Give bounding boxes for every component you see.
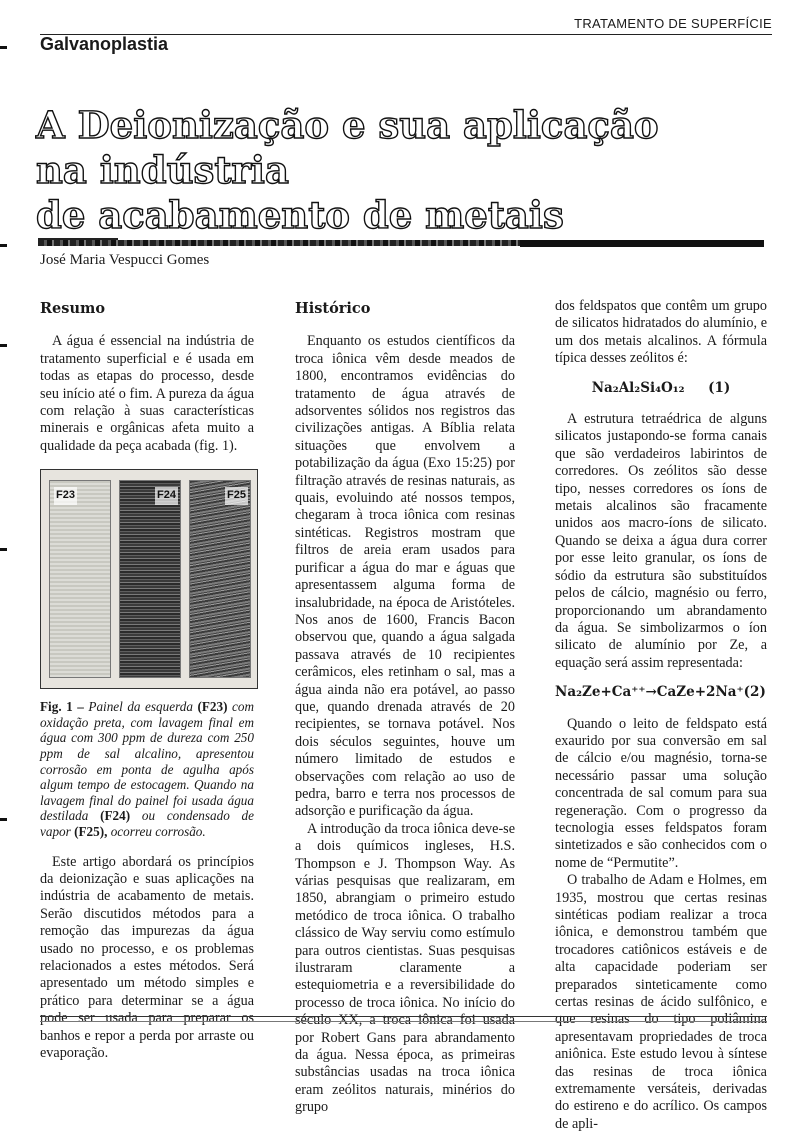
panel-label-f23: F23 [54, 487, 77, 504]
caption-part: com oxidação preta, com lavagem final em água com 300 ppm de dureza com 250 ppm de sal alcalino, apresentou corrosão em ponta de agulha após algum tempo de estocagem. Quando na lavagem final do painel foi usada água destilada [40, 699, 254, 824]
resumo-text: A água é essencial na indústria de tratamento superficial e é usada em todas as etapas do processo, desde seu início até o fim. A pureza da água com relação à suas características minerais e orgânicas afeta muito a qualidade da peça acabada (fig. 1). [40, 333, 254, 454]
edge-mark [0, 244, 7, 247]
caption-part: ou condensado de vapor [40, 808, 254, 839]
panel-f24 [119, 480, 181, 678]
caption-lead: Fig. 1 – [40, 699, 84, 715]
panel-label-f25: F25 [225, 487, 248, 504]
formula-2: Na₂Ze+Ca⁺⁺→CaZe+2Na⁺(2) [555, 684, 766, 701]
column-3 [555, 298, 767, 1133]
caption-part: (F25), [74, 824, 108, 839]
figure-caption [40, 699, 254, 839]
section-label: Galvanoplastia [40, 34, 169, 54]
intro-paragraph: Este artigo abordará os princípios da deionização e suas aplicações na indústria de acabamento de metais. Serão discutidos métodos para a remoção das impurezas da água usado no processo, e os problemas relacionados a estes métodos. Será apresentado um método simples e prático para determinar se a água pode ser usada para preparar os banhos e repor a perda por arraste ou evaporação. [40, 853, 254, 1062]
formula-1 [555, 380, 767, 397]
running-head: TRATAMENTO DE SUPERFÍCIE [574, 16, 772, 31]
caption-part: (F24) [100, 808, 131, 824]
panel-f23 [49, 480, 111, 678]
col3-paragraph-2: A estrutura tetraédrica de alguns silicatos justapondo-se forma canais que são verdadeiros labirintos de corredores. Os zeólitos são desse tipo, nesses corredores os íons de metais alcalinos são fracamente unidos aos macro-íons de silicato. Quando se deixa a água dura correr por esse leito granular, os íons de sódio da estrutura são substituídos pelos de cálcio, magnésio ou ferro, proporcionando um abrandamento da água. Se simbolizarmos o íon silicato de alumínio por Ze, a equação será assim representada: [555, 411, 767, 671]
edge-mark [0, 818, 7, 821]
figure-1-photo [40, 469, 258, 689]
column-1 [40, 300, 254, 1062]
formula-1-number: (1) [708, 379, 731, 396]
title-line-3: de acabamento de metais [36, 193, 564, 237]
author-name: José Maria Vespucci Gomes [40, 252, 210, 268]
col3-paragraph-1: dos feldspatos que contêm um grupo de silicatos hidratados do alumínio, e um dos metais alcalinos. A fórmula típica desses zeólitos é: [555, 298, 767, 367]
footer-rule-secondary [40, 1021, 767, 1022]
column-2 [295, 300, 515, 1117]
historico-paragraph-1: Enquanto os estudos científicos da troca iônica vêm desde meados de 1800, encontramos evidências do tratamento de água através de adsorventes sólidos nos registros das civilizações antigas. A Bíblia relata situações que envolvem a potabilização da água (Exo 15:25) por filtração através de resinas naturais, as quais, evoluindo até nossos tempos, chegaram à troca iônica com resinas sintéticas. Registros mostram que filtros de areia eram usados para purificar a água do mar e águas que apresentassem alguma forma de insalubridade, na época de Aristóteles. Nos anos de 1600, Francis Bacon observou que, quando a água salgada passava através de 10 recipientes cerâmicos, eles retinham o sal, mas a água ainda não era potável, ao passo que, quando drenada através de 20 recipientes, se tornava potável. Nos dois séculos seguintes, houve um número limitado de estudos e observações com relação ao uso de pedra, barro e terra nos processos de adsorção e purificação da água. [295, 333, 515, 820]
edge-mark [0, 46, 7, 49]
resumo-heading: Resumo [40, 300, 105, 317]
title-line-1: A Deionização e sua aplicação [36, 103, 659, 147]
formula-1-body: Na₂Al₂Si₄O₁₂ [591, 379, 685, 396]
panel-f25 [189, 480, 251, 678]
historico-heading: Histórico [295, 300, 371, 317]
historico-paragraph-2: A introdução da troca iônica deve-se a dois químicos ingleses, H.S. Thompson e J. Thompson Way. As várias pesquisas que realizaram, em 1850, abrangiam o primeiro estudo metódico de troca iônica. O trabalho clássico de Way serviu como estímulo para outros cientistas. Suas pesquisas ilustraram claramente a estequiometria e a reversibilidade do processo de troca iônica. No início do século XX, a troca iônica foi usada por Robert Gans para abrandamento da água. Nessa época, as primeiras substâncias usadas na troca iônica eram zeólitos naturais, minérios do grupo [295, 820, 515, 1116]
edge-mark [0, 344, 7, 347]
panel-label-f24: F24 [155, 487, 178, 504]
edge-mark [0, 548, 7, 551]
col3-paragraph-4: O trabalho de Adam e Holmes, em 1935, mostrou que certas resinas sintéticas podiam realizar a troca iônica, e demonstrou também que trocadores catiônicos estáveis e de alta capacidade poderiam ser preparados sinteticamente como certas resinas de ácido sulfônico, e que resinas do tipo poliâmina apresentavam propriedades de troca aniônica. Este estudo levou à síntese das resinas de troca iônica extremamente versáteis, derivadas do estireno e do acrílico. Os campos de apli- [555, 872, 767, 1132]
footer-rule [40, 1016, 767, 1017]
col3-paragraph-3: Quando o leito de feldspato está exaurido por sua conversão em sal de cálcio e/ou magnésio, torna-se necessário passar uma solução concentrada de sal comum para sua regeneração. Com o progresso da tecnologia esses feldspatos foram sintetizados e são conhecidos com o nome de “Permutite”. [555, 715, 767, 871]
caption-part: (F23) [197, 699, 228, 715]
article-title [36, 103, 776, 238]
title-line-2: na indústria [36, 148, 289, 192]
caption-part: Painel da esquerda [88, 699, 198, 715]
caption-part: ocorreu corrosão. [107, 824, 206, 839]
title-rule-solid [520, 240, 764, 247]
